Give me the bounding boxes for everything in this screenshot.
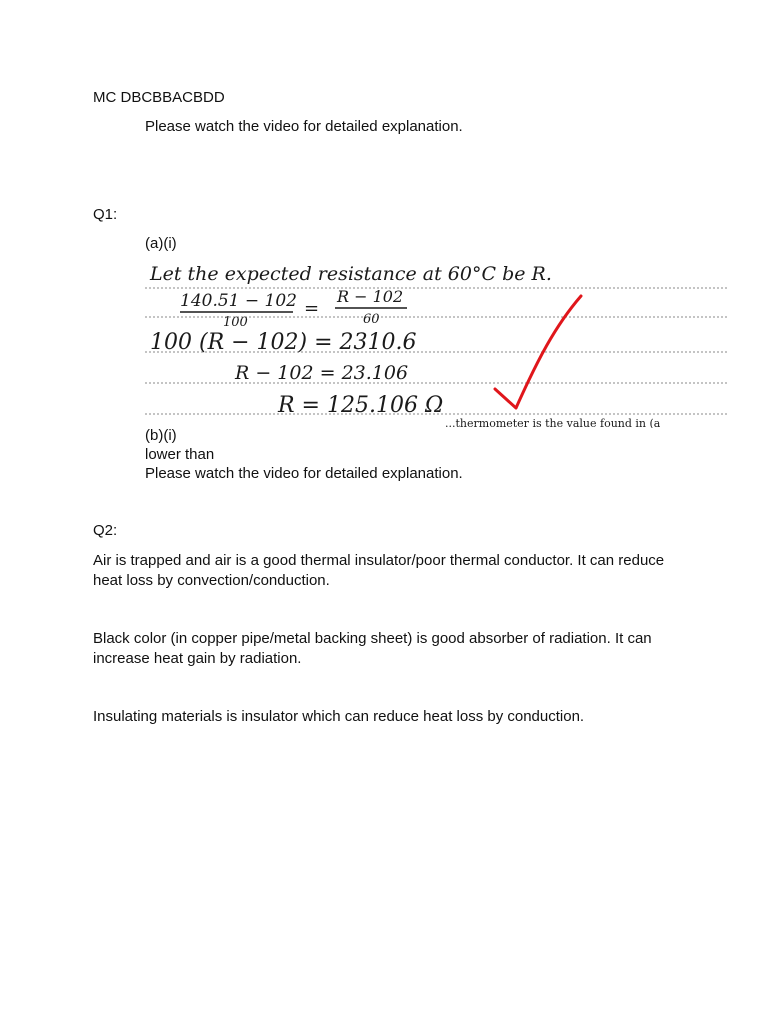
handwritten-answer-image: [145, 256, 729, 428]
hw-frac-right-den: 60: [363, 312, 380, 327]
hw-frac-left-den: 100: [223, 315, 248, 330]
hw-frac-left-num: 140.51 − 102: [180, 291, 297, 311]
q2-paragraph-2: Black color (in copper pipe/metal backing sheet) is good absorber of radiation. It can increase heat gain by radiation.: [93, 630, 652, 667]
q1-a-label: (a)(i): [145, 235, 177, 252]
q1-heading: Q1:: [93, 206, 118, 223]
hw-line-1: Let the expected resistance at 60°C be R.: [150, 263, 552, 285]
q2-heading: Q2:: [93, 522, 118, 539]
hw-equals: =: [304, 298, 320, 319]
q2-paragraph-3: Insulating materials is insulator which can reduce heat loss by conduction.: [93, 708, 585, 725]
hw-line-4: R − 102 = 23.106: [235, 362, 409, 384]
q1-b-answer: lower than: [145, 446, 215, 463]
hw-cutoff-text: ...thermometer is the value found in (a: [445, 417, 661, 428]
q1-b-note: Please watch the video for detailed explanation.: [145, 465, 463, 482]
hw-frac-right-num: R − 102: [337, 287, 404, 306]
mc-answers: MC DBCBBACBDD: [93, 89, 225, 106]
hw-line-5: R = 125.106 Ω: [278, 393, 444, 418]
hw-line-3: 100 (R − 102) = 2310.6: [150, 330, 417, 355]
mc-note: Please watch the video for detailed explanation.: [145, 118, 463, 135]
q2-paragraph-1: Air is trapped and air is a good thermal insulator/poor thermal conductor. It can reduce heat loss by convection/conduction.: [93, 552, 665, 589]
q1-b-label: (b)(i): [145, 427, 177, 444]
